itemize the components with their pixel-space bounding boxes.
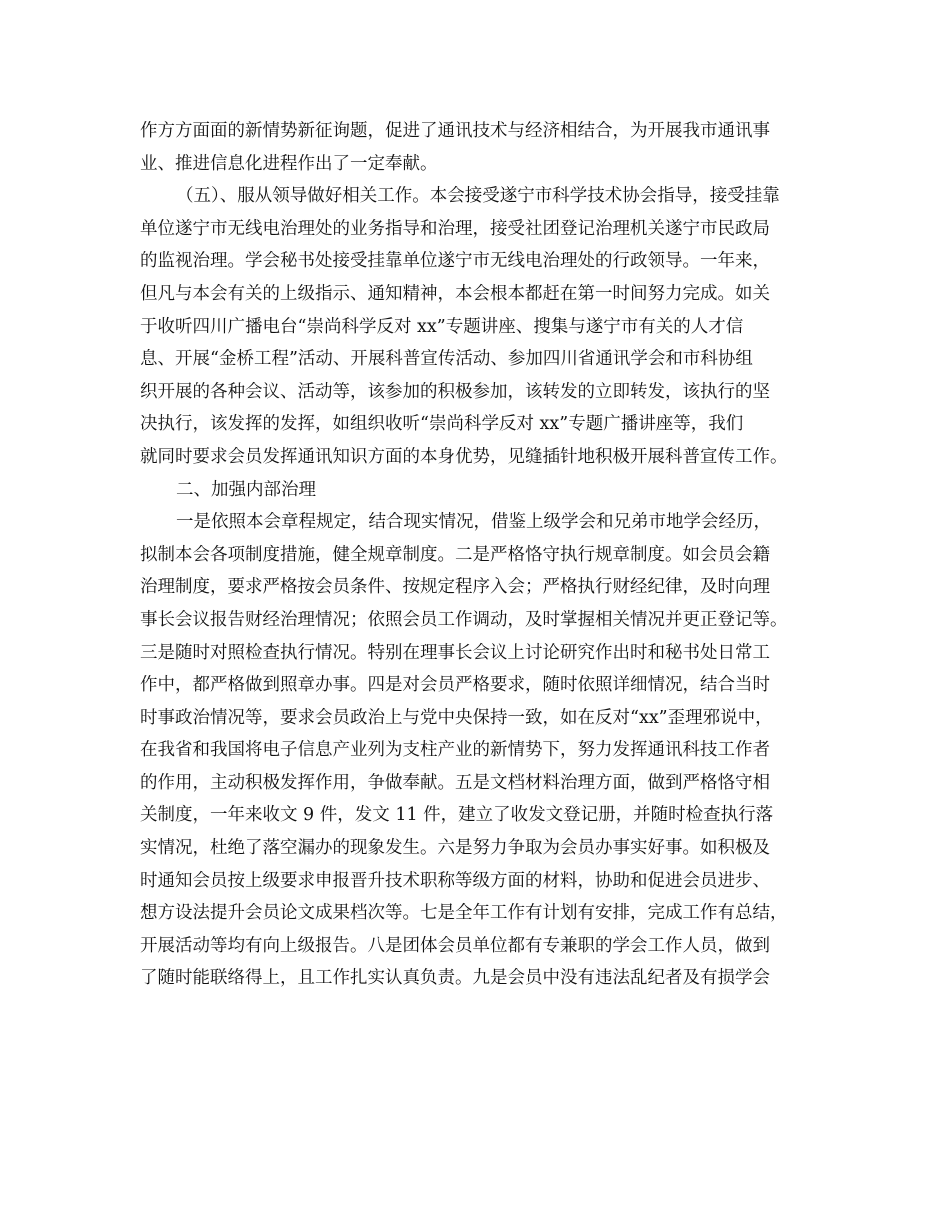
text-line: 作方方面面的新情势新征询题，促进了通讯技术与经济相结合，为开展我市通讯事 [140,121,770,141]
text-line: 息、开展“金桥工程”活动、开展科普宣传活动、参加四川省通讯学会和市科协组 [140,349,753,370]
text-line: 关制度，一年来收文 9 件，发文 11 件，建立了收发文登记册，并随时检查执行落 [140,805,774,826]
text-line: 开展活动等均有向上级报告。八是团体会员单位都有专兼职的学会工作人员，做到 [140,935,770,956]
text-line: 治理制度，要求严格按会员条件、按规定程序入会；严格执行财经纪律，及时向理 [140,577,770,598]
body-text [140,115,820,995]
paragraph-start-line: 一是依照本会章程规定，结合现实情况，借鉴上级学会和兄弟市地学会经历， [176,512,771,533]
text-line: 的作用，主动积极发挥作用，争做奉献。五是文档材料治理方面，做到严格恪守相 [140,772,770,793]
text-line: 事长会议报告财经治理情况；依照会员工作调动，及时掌握相关情况并更正登记等。 [140,609,788,630]
text-line: 决执行，该发挥的发挥，如组织收听“崇尚科学反对 xx”专题广播讲座等，我们 [140,414,744,435]
text-line: 但凡与本会有关的上级指示、通知精神，本会根本都赶在第一时间努力完成。如关 [140,283,770,304]
text-line: 于收听四川广播电台“崇尚科学反对 xx”专题讲座、搜集与遂宁市有关的人才信 [140,316,744,337]
text-line: 想方设法提升会员论文成果档次等。七是全年工作有计划有安排，完成工作有总结， [140,903,788,924]
text-line: 时通知会员按上级要求申报晋升技术职称等级方面的材料，协助和促进会员进步、 [140,870,770,891]
text-line: 就同时要求会员发挥通讯知识方面的本身优势，见缝插针地积极开展科普宣传工作。 [140,446,788,467]
text-line: 单位遂宁市无线电治理处的业务指导和治理，接受社团登记治理机关遂宁市民政局 [140,218,770,239]
section-heading: 二、加强内部治理 [176,479,316,500]
text-line: 实情况，杜绝了落空漏办的现象发生。六是努力争取为会员办事实好事。如积极及 [140,838,770,859]
text-line: 时事政治情况等，要求会员政治上与党中央保持一致，如在反对“xx”歪理邪说中， [140,707,773,728]
text-line: 在我省和我国将电子信息产业列为支柱产业的新情势下，努力发挥通讯科技工作者 [140,740,770,761]
text-line: 作中，都严格做到照章办事。四是对会员严格要求，随时依照详细情况，结合当时 [140,675,770,696]
text-line: 了随时能联络得上，且工作扎实认真负责。九是会员中没有违法乱纪者及有损学会 [140,968,770,989]
text-line: 三是随时对照检查执行情况。特别在理事长会议上讨论研究作出时和秘书处日常工 [140,642,770,663]
text-line: 拟制本会各项制度措施，健全规章制度。二是严格恪守执行规章制度。如会员会籍 [140,544,770,565]
paragraph-start-line: （五）、服从领导做好相关工作。本会接受遂宁市科学技术协会指导，接受挂靠 [176,186,780,207]
text-line: 业、推进信息化进程作出了一定奉献。 [140,153,438,174]
text-line: 的监视治理。学会秘书处接受挂靠单位遂宁市无线电治理处的行政领导。一年来， [140,251,770,272]
text-line: 织开展的各种会议、活动等，该参加的积极参加，该转发的立即转发，该执行的坚 [140,381,770,402]
